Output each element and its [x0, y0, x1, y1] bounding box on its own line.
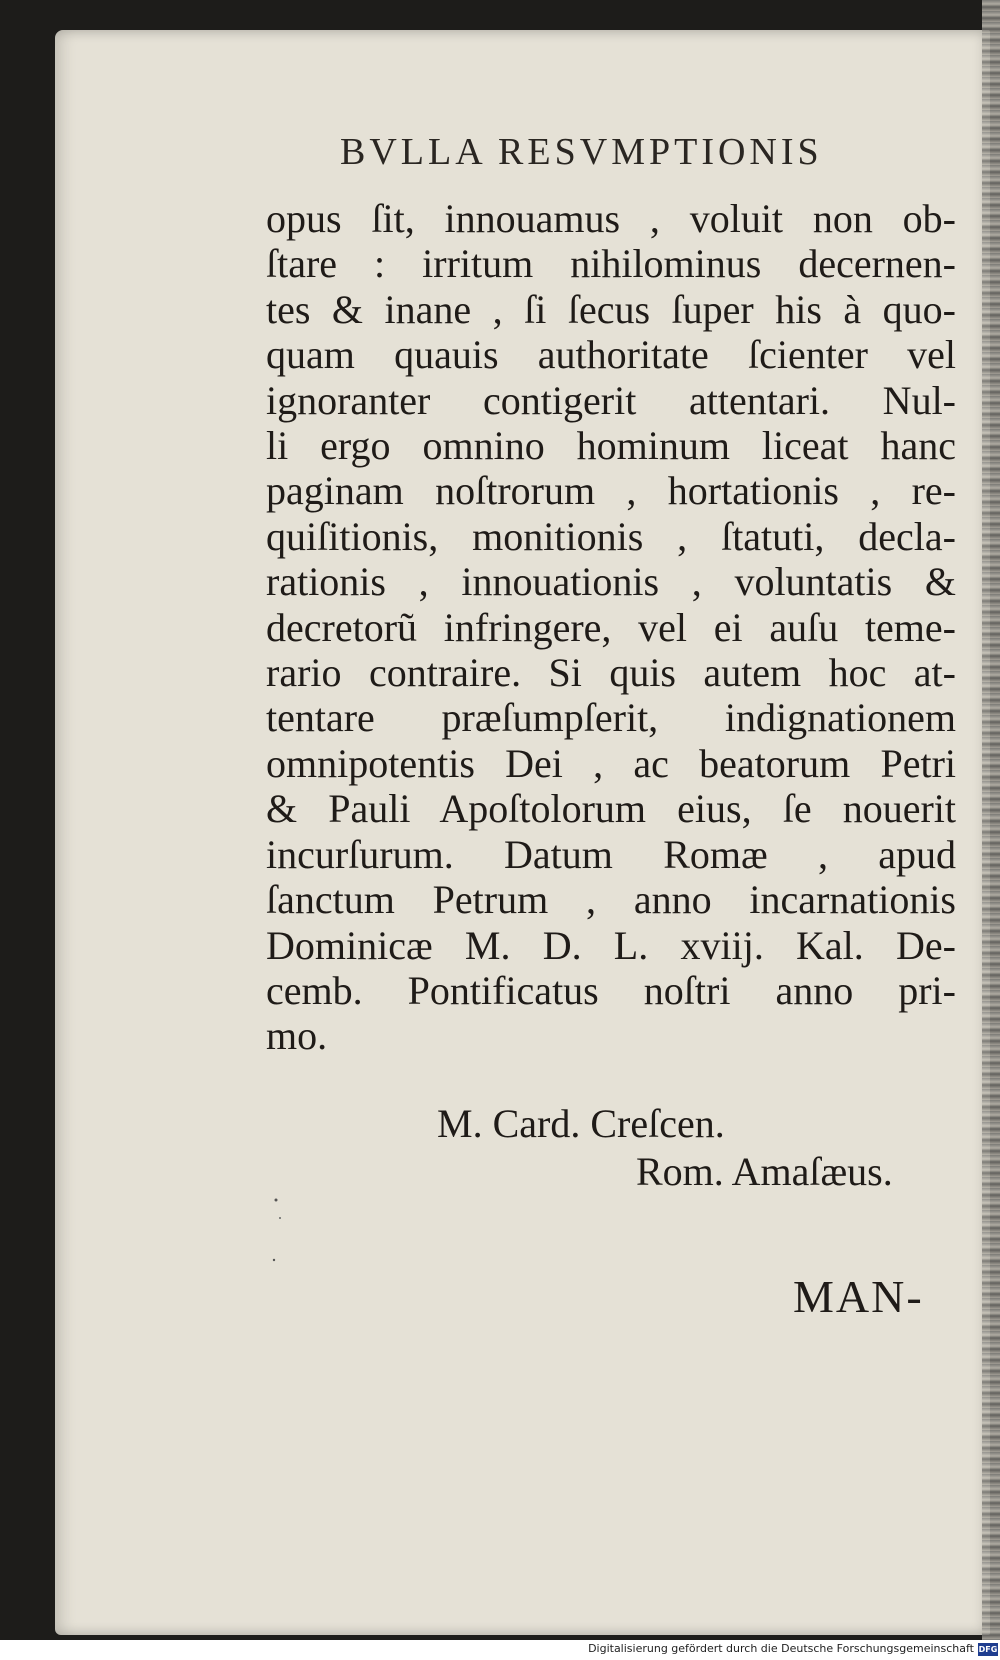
- text-line: mo.: [266, 1013, 328, 1059]
- text-line: ſtare : irritum nihilominus decernen-: [266, 241, 956, 287]
- footer-bar: [0, 1640, 1000, 1660]
- text-line: & Pauli Apoſtolorum eius, ſe nouerit: [266, 786, 956, 832]
- text-line: omnipotentis Dei , ac beatorum Petri: [266, 740, 956, 786]
- text-line: tentare præſumpſerit, indignationem: [266, 695, 956, 741]
- body-text: [266, 196, 956, 1059]
- text-line: opus ſit, innouamus , voluit non ob-: [266, 196, 956, 241]
- signature-line-1: M. Card. Creſcen.: [437, 1101, 725, 1146]
- text-line: paginam noſtrorum , hortationis , re-: [266, 468, 956, 514]
- text-line: decretorũ infringere, vel ei auſu teme-: [266, 604, 956, 650]
- funding-credit: Digitalisierung gefördert durch die Deutsche Forschungsgemeinschaft: [588, 1642, 974, 1655]
- text-line: ignoranter contigerit attentari. Nul-: [266, 377, 956, 423]
- running-head: BVLLA RESVMPTIONIS: [340, 131, 823, 173]
- text-line: quam quauis authoritate ſcienter vel: [266, 332, 956, 378]
- ink-specks: [270, 1190, 290, 1310]
- text-line: ſanctum Petrum , anno incarnationis: [266, 877, 956, 923]
- text-line: quiſitionis, monitionis , ſtatuti, decla-: [266, 513, 956, 559]
- text-line: li ergo omnino hominum liceat hanc: [266, 423, 956, 469]
- text-line: tes & inane , ſi ſecus ſuper his à quo-: [266, 286, 956, 332]
- page-edge-stack: [982, 0, 1000, 1650]
- catchword: MAN-: [793, 1271, 924, 1322]
- text-line: Dominicæ M. D. L. xviij. Kal. De-: [266, 922, 956, 968]
- text-line: rationis , innouationis , voluntatis &: [266, 559, 956, 605]
- signature-line-2: Rom. Amaſæus.: [636, 1149, 893, 1194]
- dfg-logo: DFG: [978, 1645, 998, 1654]
- text-line: cemb. Pontificatus noſtri anno pri-: [266, 967, 956, 1013]
- text-line: rario contraire. Si quis autem hoc at-: [266, 650, 956, 696]
- text-line: incurſurum. Datum Romæ , apud: [266, 831, 956, 877]
